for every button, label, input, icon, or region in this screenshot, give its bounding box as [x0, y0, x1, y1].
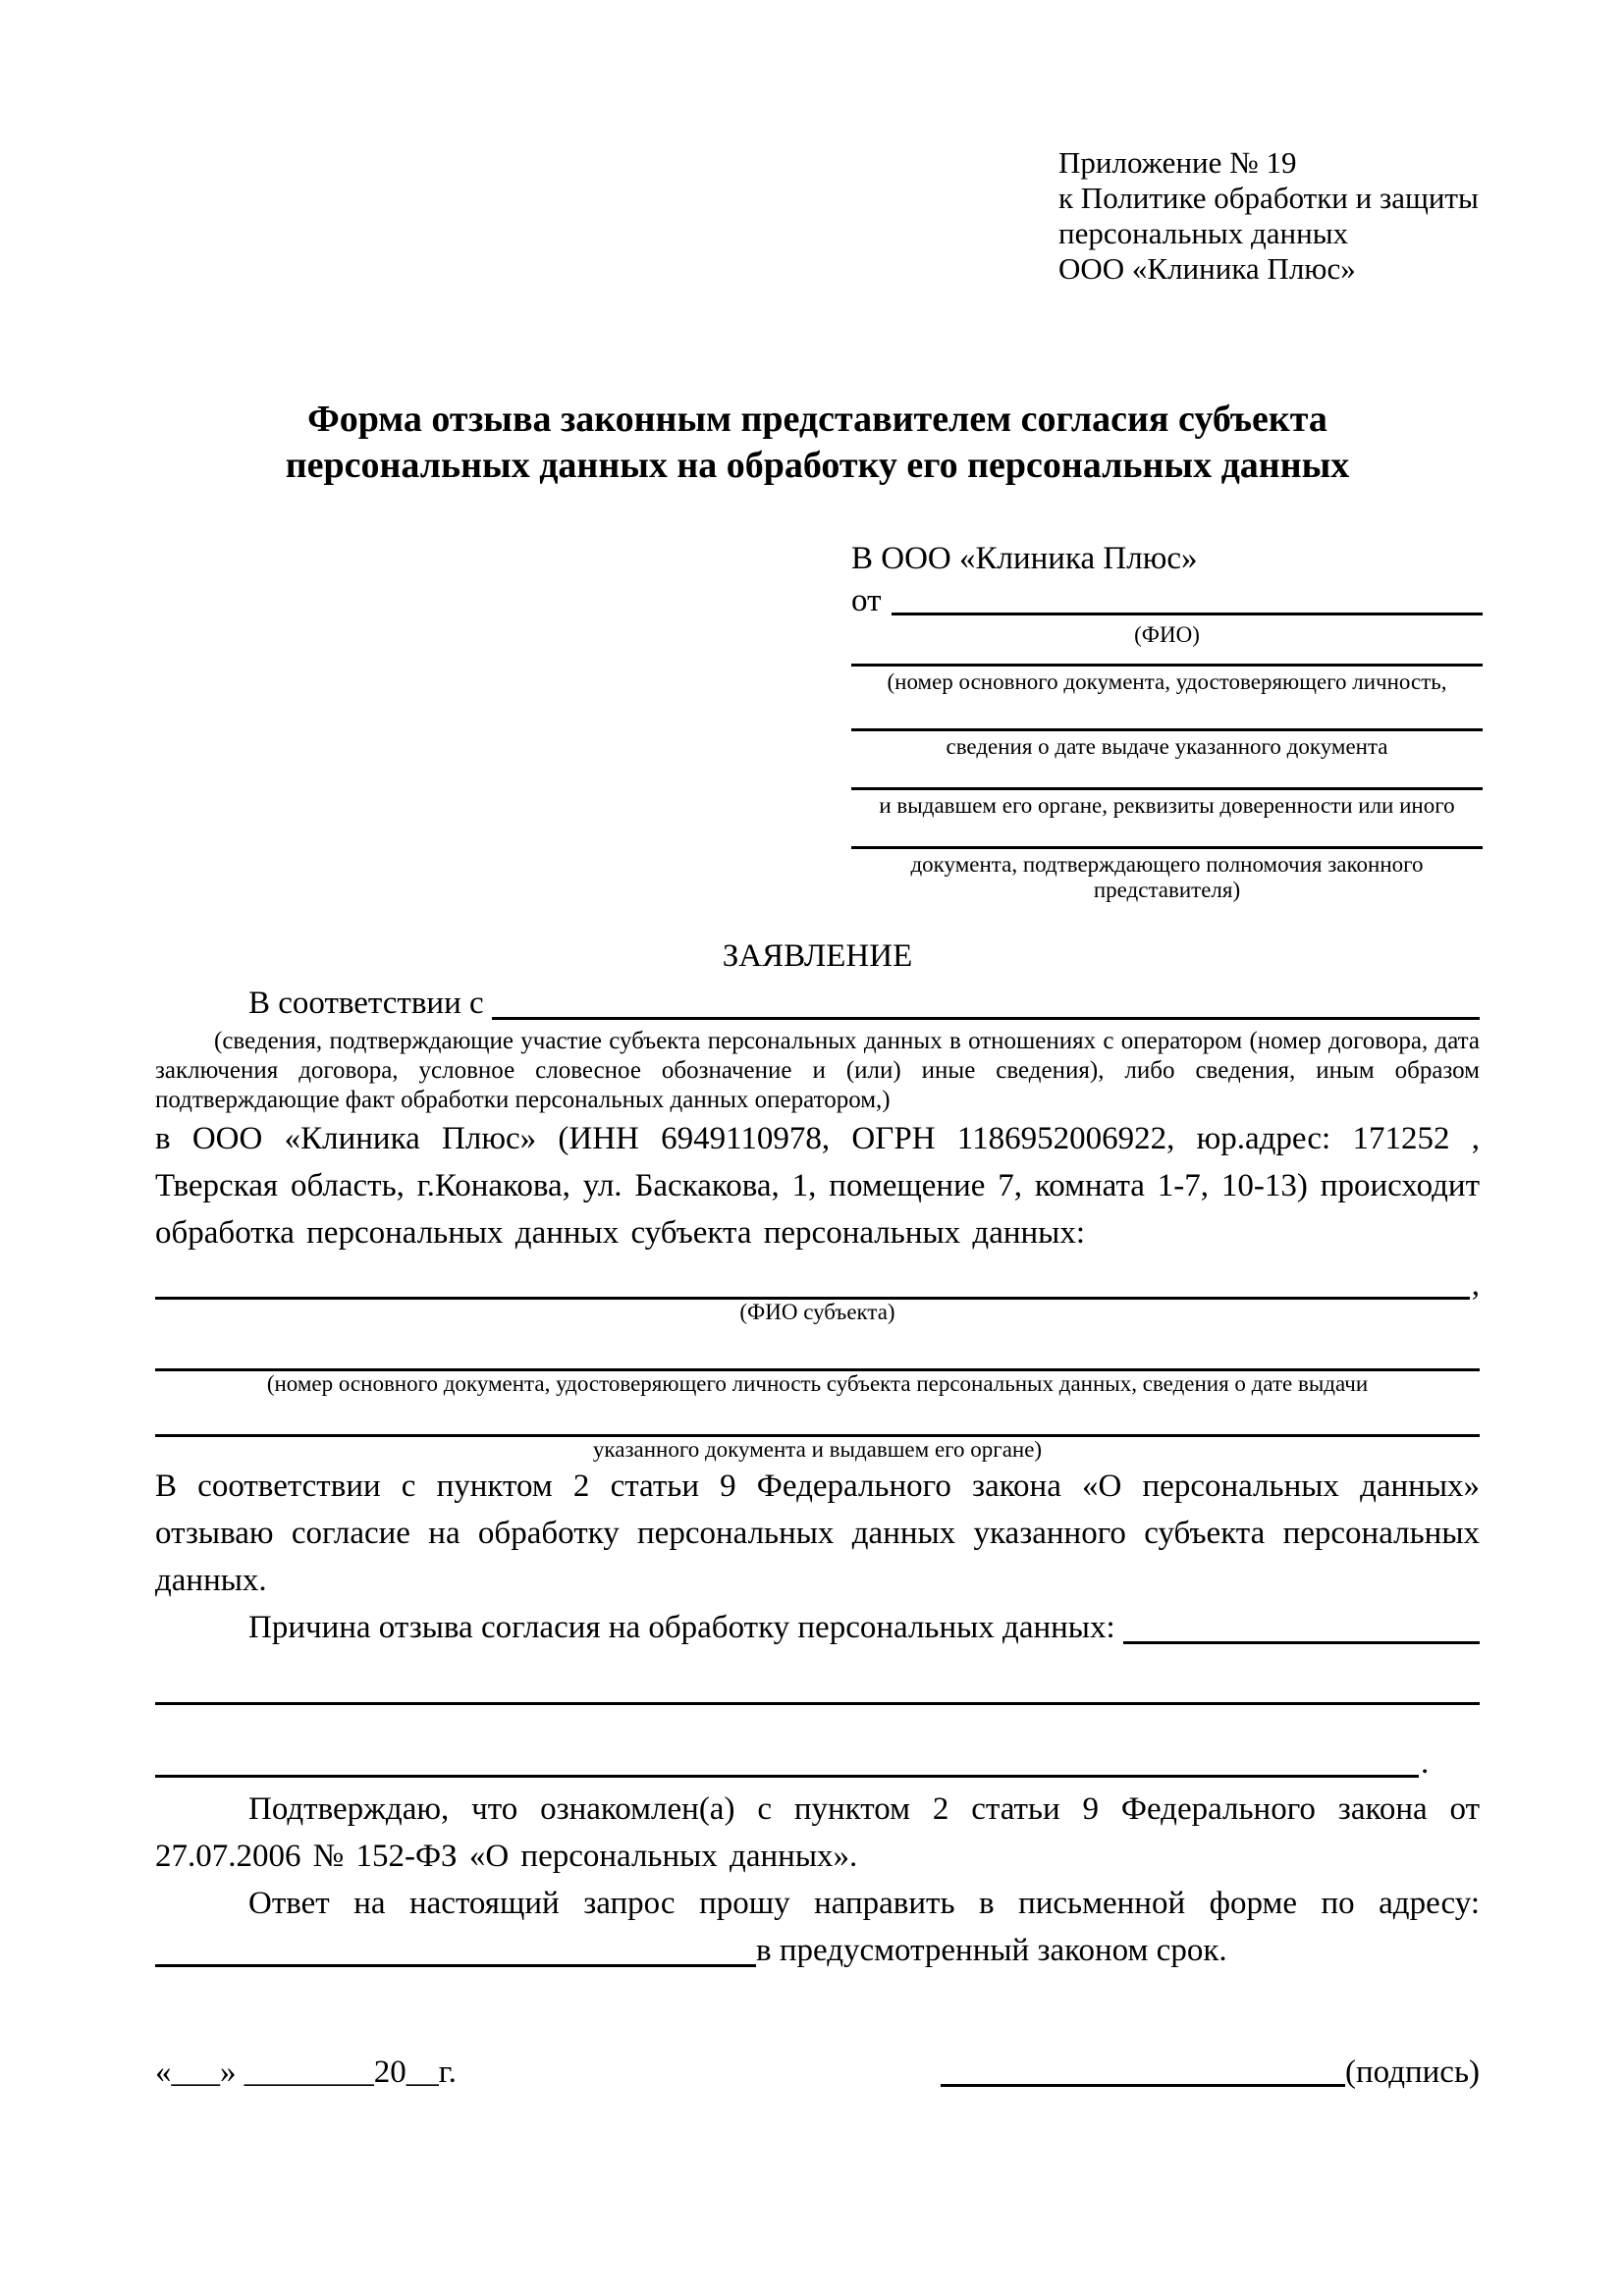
free-blank-row-1: [155, 1702, 1480, 1705]
trailing-period: .: [1421, 1745, 1430, 1781]
reason-row: [155, 1604, 1480, 1651]
blank-caption-1: (номер основного документа, удостоверяющего личность,: [887, 669, 1447, 694]
appendix-note: [1058, 145, 1480, 287]
accordance-prefix: В соответствии с: [248, 986, 484, 1021]
footer-row: [155, 2051, 1480, 2094]
confirmation-paragraph: Подтверждаю, что ознакомлен(а) с пунктом 2 статьи 9 Федерального закона от 27.07.2006 № 152-ФЗ «О персональных данных».: [155, 1791, 1480, 1874]
reply-line-2: [155, 1927, 1480, 1974]
free-blank-line-2: [155, 1775, 1419, 1778]
subject-doc-caption-2: указанного документа и выдавшем его органе): [592, 1437, 1043, 1462]
representative-doc-row-1: [851, 664, 1483, 695]
accordance-note: (сведения, подтверждающие участие субъекта персональных данных в отношениях с оператором (номер договора, дата заключения договора, условное словесное обозначение и (или) иные сведения), либо сведения, иным образом подтверждающие факт обработки персональных данных оператором,): [155, 1028, 1480, 1113]
from-blank-line: [892, 613, 1484, 615]
subject-fio-row: [155, 1267, 1480, 1303]
blank-line: [851, 846, 1483, 849]
blank-caption-4: документа, подтверждающего полномочия законного представителя): [910, 852, 1424, 902]
blank-line: [851, 787, 1483, 790]
representative-doc-row-2: [851, 728, 1483, 760]
addressee-block: [851, 538, 1483, 903]
appendix-note-line-4: ООО «Клиника Плюс»: [1058, 251, 1356, 286]
blank-caption-2: сведения о дате выдаче указанного документа: [946, 734, 1388, 759]
subject-fio-caption: (ФИО субъекта): [739, 1300, 895, 1324]
free-blank-row-2: [155, 1745, 1480, 1781]
signature-caption: (подпись): [1345, 2055, 1480, 2090]
trailing-comma: ,: [1471, 1267, 1480, 1303]
statement-heading: ЗАЯВЛЕНИЕ: [722, 938, 913, 974]
appendix-note-line-2: к Политике обработки и защиты: [1058, 181, 1479, 215]
appendix-note-line-1: Приложение № 19: [1058, 145, 1297, 180]
representative-doc-row-3: [851, 787, 1483, 819]
representative-doc-row-4: [851, 846, 1483, 903]
reason-prefix: Причина отзыва согласия на обработку персональных данных:: [248, 1610, 1115, 1645]
reply-address-blank-line: [155, 1964, 756, 1967]
from-label: от: [851, 583, 882, 618]
reason-blank-line: [1123, 1641, 1480, 1644]
free-blank-line-1: [155, 1702, 1480, 1705]
date-field: «___» ________20__г.: [155, 2055, 457, 2090]
signature-blank-line: [941, 2084, 1345, 2087]
addressee-to-line: В ООО «Клиника Плюс»: [851, 541, 1198, 576]
accordance-row: [155, 980, 1480, 1027]
addressee-from-row: [851, 579, 1483, 622]
signature-field: [941, 2051, 1480, 2094]
reply-line-1: Ответ на настоящий запрос прошу направить в письменной форме по адресу:: [248, 1886, 1480, 1921]
operator-paragraph: в ООО «Клиника Плюс» (ИНН 6949110978, ОГРН 1186952006922, юр.адрес: 171252 , Тверская область, г.Конакова, ул. Баскакова, 1, помещение 7, комната 1-7, 10-13) происходит обработка персональных данных субъекта персональных данных:: [155, 1121, 1480, 1251]
fio-caption: (ФИО): [1134, 622, 1200, 647]
subject-doc-caption-1: (номер основного документа, удостоверяющего личность субъекта персональных данных, сведения о дате выдачи: [266, 1371, 1369, 1396]
accordance-blank-line: [492, 1017, 1480, 1020]
blank-caption-3: и выдавшем его органе, реквизиты доверенности или иного: [879, 793, 1455, 818]
appendix-note-line-3: персональных данных: [1058, 216, 1349, 250]
page-title: Форма отзыва законным представителем согласия субъекта персональных данных на обработку его персональных данных: [285, 399, 1350, 486]
withdrawal-paragraph: В соответствии с пунктом 2 статьи 9 Федерального закона «О персональных данных» отзываю согласие на обработку персональных данных указанного субъекта персональных данных.: [155, 1468, 1480, 1598]
blank-line: [851, 728, 1483, 731]
reply-suffix: в предусмотренный законом срок.: [756, 1933, 1227, 1968]
blank-line: [851, 664, 1483, 667]
